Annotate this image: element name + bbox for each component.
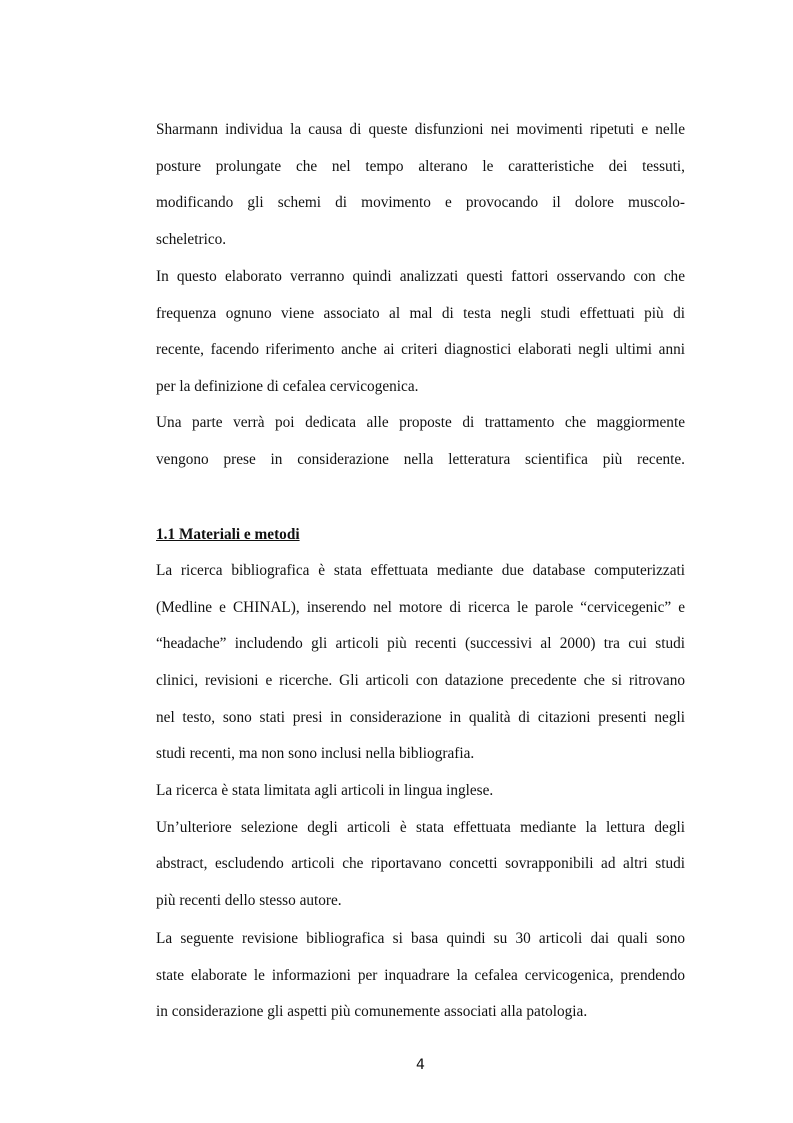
paragraph-line: state elaborate le informazioni per inquadrare la cefalea cervicogenica, prendendo [156, 967, 685, 984]
paragraph-line: La ricerca è stata limitata agli articoli in lingua inglese. [156, 782, 494, 799]
paragraph-line: Sharmann individua la causa di queste disfunzioni nei movimenti ripetuti e nelle [156, 121, 685, 138]
page-number: 4 [416, 1057, 425, 1073]
paragraph-line: recente, facendo riferimento anche ai criteri diagnostici elaborati negli ultimi anni [156, 341, 685, 358]
paragraph-line: (Medline e CHINAL), inserendo nel motore di ricerca le parole “cervicegenic” e [156, 599, 685, 616]
paragraph-line: nel testo, sono stati presi in considerazione in qualità di citazioni presenti negli [156, 709, 685, 726]
paragraph-line: in considerazione gli aspetti più comunemente associati alla patologia. [156, 1003, 588, 1020]
paragraph-line: scheletrico. [156, 231, 227, 248]
paragraph-line: Una parte verrà poi dedicata alle proposte di trattamento che maggiormente [156, 414, 685, 431]
paragraph-line: studi recenti, ma non sono inclusi nella bibliografia. [156, 745, 475, 762]
paragraph-line: abstract, escludendo articoli che riportavano concetti sovrapponibili ad altri studi [156, 855, 685, 872]
paragraph-line: vengono prese in considerazione nella letteratura scientifica più recente. [156, 451, 685, 468]
paragraph-line: più recenti dello stesso autore. [156, 892, 342, 909]
paragraph-line: Un’ulteriore selezione degli articoli è stata effettuata mediante la lettura degli [156, 819, 685, 836]
paragraph-line: In questo elaborato verranno quindi analizzati questi fattori osservando con che [156, 268, 685, 285]
paragraph-line: La ricerca bibliografica è stata effettuata mediante due database computerizzati [156, 562, 685, 579]
paragraph-line: posture prolungate che nel tempo alterano le caratteristiche dei tessuti, [156, 158, 685, 175]
paragraph-line: per la definizione di cefalea cervicogenica. [156, 378, 419, 395]
paragraph-line: “headache” includendo gli articoli più recenti (successivi al 2000) tra cui studi [156, 635, 685, 652]
paragraph-line: frequenza ognuno viene associato al mal di testa negli studi effettuati più di [156, 305, 685, 322]
paragraph-line: La seguente revisione bibliografica si basa quindi su 30 articoli dai quali sono [156, 930, 685, 947]
paragraph-line: clinici, revisioni e ricerche. Gli articoli con datazione precedente che si ritrovano [156, 672, 685, 689]
section-heading: 1.1 Materiali e metodi [156, 526, 300, 543]
paragraph-line: modificando gli schemi di movimento e provocando il dolore muscolo- [156, 194, 685, 211]
